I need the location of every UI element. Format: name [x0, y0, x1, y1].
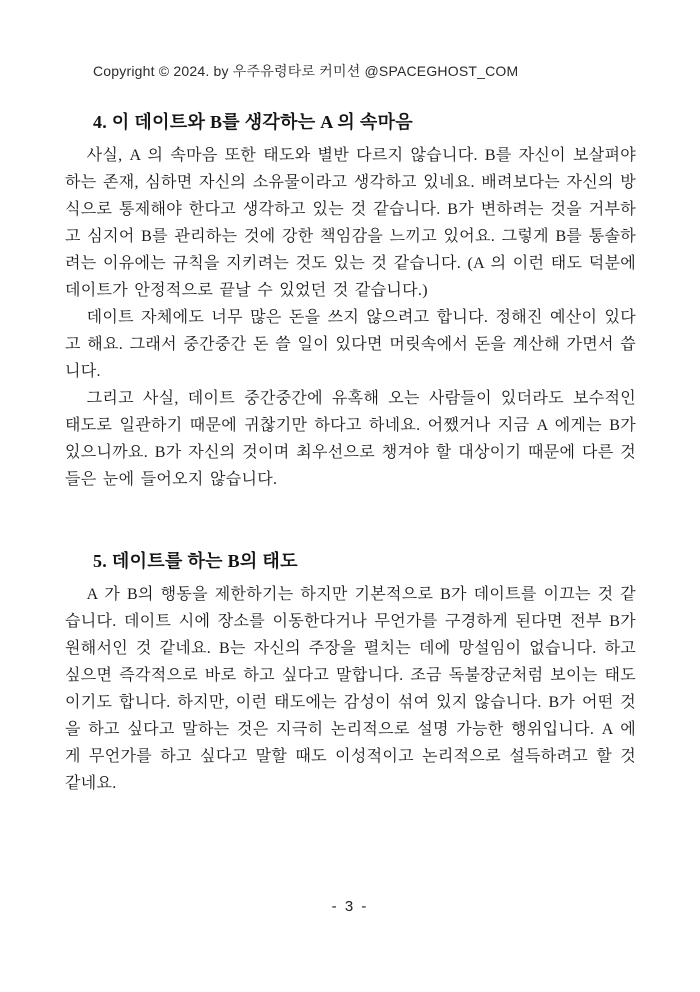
copyright-line: Copyright © 2024. by 우주유령타로 커미션 @SPACEGHOST_COM	[93, 63, 519, 79]
section-4-paragraph-3: 그리고 사실, 데이트 중간중간에 유혹해 오는 사람들이 있더라도 보수적인 태도로 일관하기 때문에 귀찮기만 하다고 하네요. 어쨌거나 지금 A 에게는 B가 있으니까요. B가 자신의 것이며 최우선으로 챙겨야 할 대상이기 때문에 다른 것들은 눈에 들어오지 않습니다.	[65, 390, 636, 488]
section-5-heading: 5. 데이트를 하는 B의 태도	[93, 551, 298, 571]
section-5-paragraph-1: A 가 B의 행동을 제한하기는 하지만 기본적으로 B가 데이트를 이끄는 것 같습니다. 데이트 시에 장소를 이동한다거나 무언가를 구경하게 된다면 전부 B가 원해서인 것 같네요. B는 자신의 주장을 펼치는 데에 망설임이 없습니다. 하고 싶으면 즉각적으로 바로 하고 싶다고 말합니다. 조금 독불장군처럼 보이는 태도이기도 합니다. 하지만, 이런 태도에는 감성이 섞여 있지 않습니다. B가 어떤 것을 하고 싶다고 말하는 것은 지극히 논리적으로 설명 가능한 행위입니다. A 에게 무언가를 하고 싶다고 말할 때도 이성적이고 논리적으로 설득하려고 할 것 같네요.	[65, 586, 636, 792]
section-4	[65, 110, 636, 493]
section-4-paragraph-1: 사실, A 의 속마음 또한 태도와 별반 다르지 않습니다. B를 자신이 보살펴야 하는 존재, 심하면 자신의 소유물이라고 생각하고 있네요. 배려보다는 자신의 방식으로 통제해야 한다고 생각하고 있는 것 같습니다. B가 변하려는 것을 거부하고 심지어 B를 관리하는 것에 강한 책임감을 느끼고 있어요. 그렇게 B를 통솔하려는 이유에는 규칙을 지키려는 것도 있는 것 같습니다. (A 의 이런 태도 덕분에 데이트가 안정적으로 끝날 수 있었던 것 같습니다.)	[65, 147, 636, 299]
section-4-heading: 4. 이 데이트와 B를 생각하는 A 의 속마음	[93, 112, 413, 132]
section-5	[65, 549, 636, 797]
page-number: - 3 -	[331, 898, 369, 915]
section-4-paragraph-2: 데이트 자체에도 너무 많은 돈을 쓰지 않으려고 합니다. 정해진 예산이 있다고 해요. 그래서 중간중간 돈 쓸 일이 있다면 머릿속에서 돈을 계산해 가면서 씁니다.	[65, 309, 636, 380]
